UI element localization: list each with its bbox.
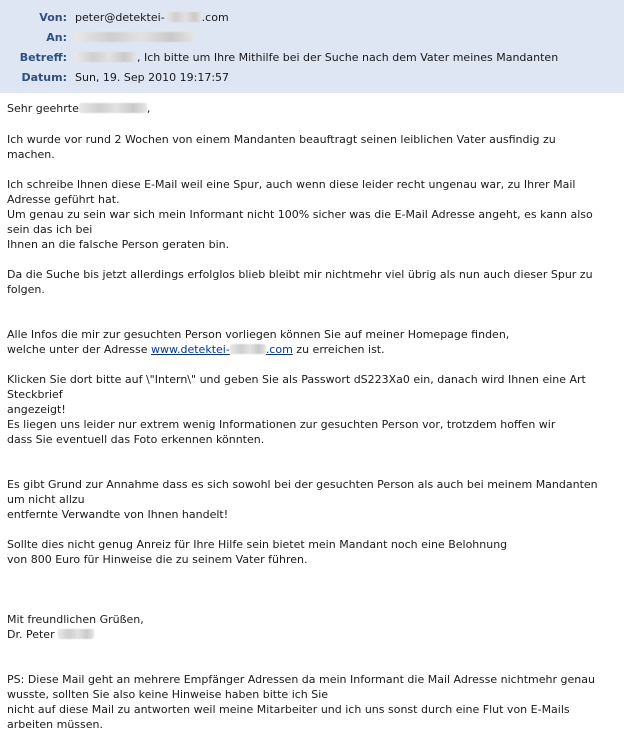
text-line: von 800 Euro für Hinweise die zu seinem Vater führen. bbox=[7, 553, 308, 566]
text-line: nicht auf diese Mail zu antworten weil meine Mitarbeiter und ich uns sonst durch eine Flut von E-Mails bbox=[7, 703, 570, 716]
text-line: Sollte dies nicht genug Anreiz für Ihre Hilfe sein bietet mein Mandant noch eine Belohnung bbox=[7, 538, 508, 551]
text-line: angezeigt! bbox=[7, 403, 66, 416]
greeting bbox=[7, 101, 623, 116]
date-label: Datum: bbox=[21, 71, 67, 84]
date-value: Sun, 19. Sep 2010 19:17:57 bbox=[75, 71, 230, 84]
redacted-name bbox=[75, 52, 137, 62]
paragraph-1 bbox=[7, 132, 623, 162]
text-line: Klicken Sie dort bitte auf \"Intern\" und geben Sie als Passwort dS223Xa0 ein, danach wird Ihnen eine Art bbox=[7, 373, 586, 386]
text-line: Da die Suche bis jetzt allerdings erfolglos blieb bleibt mir nichtmehr viel übrig als nun auch dieser Spur zu bbox=[7, 268, 593, 281]
redacted-surname bbox=[58, 629, 94, 639]
text-line: Ihnen an die falsche Person geraten bin. bbox=[7, 238, 230, 251]
to-label: An: bbox=[46, 31, 67, 44]
text-line: Um genau zu sein war sich mein Informant nicht 100% sicher was die E-Mail Adresse angeht, es kann also bbox=[7, 208, 593, 221]
text-line: Alle Infos die mir zur gesuchten Person vorliegen können Sie auf meiner Homepage finden, bbox=[7, 328, 510, 341]
text-line: Es liegen uns leider nur extrem wenig Informationen zur gesuchten Person vor, trotzdem hoffen wir bbox=[7, 418, 556, 431]
subject-text: , Ich bitte um Ihre Mithilfe bei der Suche nach dem Vater meines Mandanten bbox=[137, 51, 559, 64]
date-row bbox=[0, 68, 624, 87]
paragraph-4 bbox=[7, 327, 623, 357]
redacted-domain bbox=[165, 12, 202, 22]
link-text-suffix: .com bbox=[265, 343, 293, 356]
text-line: dass Sie eventuell das Foto erkennen könnten. bbox=[7, 433, 265, 446]
to-value bbox=[75, 31, 195, 44]
homepage-link[interactable] bbox=[151, 343, 293, 356]
paragraph-2 bbox=[7, 177, 623, 252]
to-row bbox=[0, 28, 624, 47]
text-line bbox=[7, 342, 623, 357]
greeting-text: Sehr geehrte bbox=[7, 102, 79, 115]
from-value bbox=[75, 11, 229, 24]
text-line: PS: Diese Mail geht an mehrere Empfänger Adressen da mein Informant die Mail Adresse nichtmehr genau bbox=[7, 673, 595, 686]
text-line: Ich schreibe Ihnen diese E-Mail weil eine Spur, auch wenn diese leider recht ungenau war, zu Ihrer Mail bbox=[7, 178, 576, 191]
text-line: entfernte Verwandte von Ihnen handelt! bbox=[7, 508, 229, 521]
text-line: sein das ich bei bbox=[7, 223, 93, 236]
subject-value bbox=[75, 51, 558, 64]
paragraph-3 bbox=[7, 267, 623, 297]
text-line: Ich wurde vor rund 2 Wochen von einem Mandanten beauftragt seinen leiblichen Vater ausfindig zu bbox=[7, 133, 556, 146]
link-text-prefix: www.detektei- bbox=[151, 343, 230, 356]
text-line: Adresse geführt hat. bbox=[7, 193, 120, 206]
text-line: folgen. bbox=[7, 283, 45, 296]
text-line: wusste, sollten Sie also keine Hinweise haben bitte ich Sie bbox=[7, 688, 329, 701]
text-line: machen. bbox=[7, 148, 55, 161]
text-line: Steckbrief bbox=[7, 388, 63, 401]
text-line: arbeiten müssen. bbox=[7, 718, 104, 731]
text-fragment: zu erreichen ist. bbox=[292, 343, 385, 356]
text-line: Mit freundlichen Grüßen, bbox=[7, 613, 144, 626]
redacted-recipient bbox=[75, 32, 195, 42]
signature-name: Dr. Peter bbox=[7, 628, 59, 641]
subject-label: Betreff: bbox=[19, 51, 67, 64]
paragraph-5 bbox=[7, 372, 623, 447]
from-address-prefix: peter@detektei- bbox=[75, 11, 165, 24]
text-line: Es gibt Grund zur Annahme dass es sich sowohl bei der gesuchten Person als auch bei meinem Mandanten bbox=[7, 478, 598, 491]
paragraph-7 bbox=[7, 537, 623, 567]
text-line: um nicht allzu bbox=[7, 493, 85, 506]
signature bbox=[7, 612, 623, 642]
from-address-suffix: .com bbox=[201, 11, 229, 24]
subject-row bbox=[0, 48, 624, 67]
redacted-greeting-name bbox=[79, 103, 147, 113]
postscript bbox=[7, 672, 623, 732]
email-header bbox=[0, 0, 624, 93]
text-line bbox=[7, 627, 623, 642]
text-fragment: welche unter der Adresse bbox=[7, 343, 152, 356]
redacted-link-domain bbox=[230, 344, 266, 354]
from-row bbox=[0, 8, 624, 27]
from-label: Von: bbox=[39, 11, 67, 24]
paragraph-6 bbox=[7, 477, 623, 522]
greeting-comma: , bbox=[146, 102, 151, 115]
